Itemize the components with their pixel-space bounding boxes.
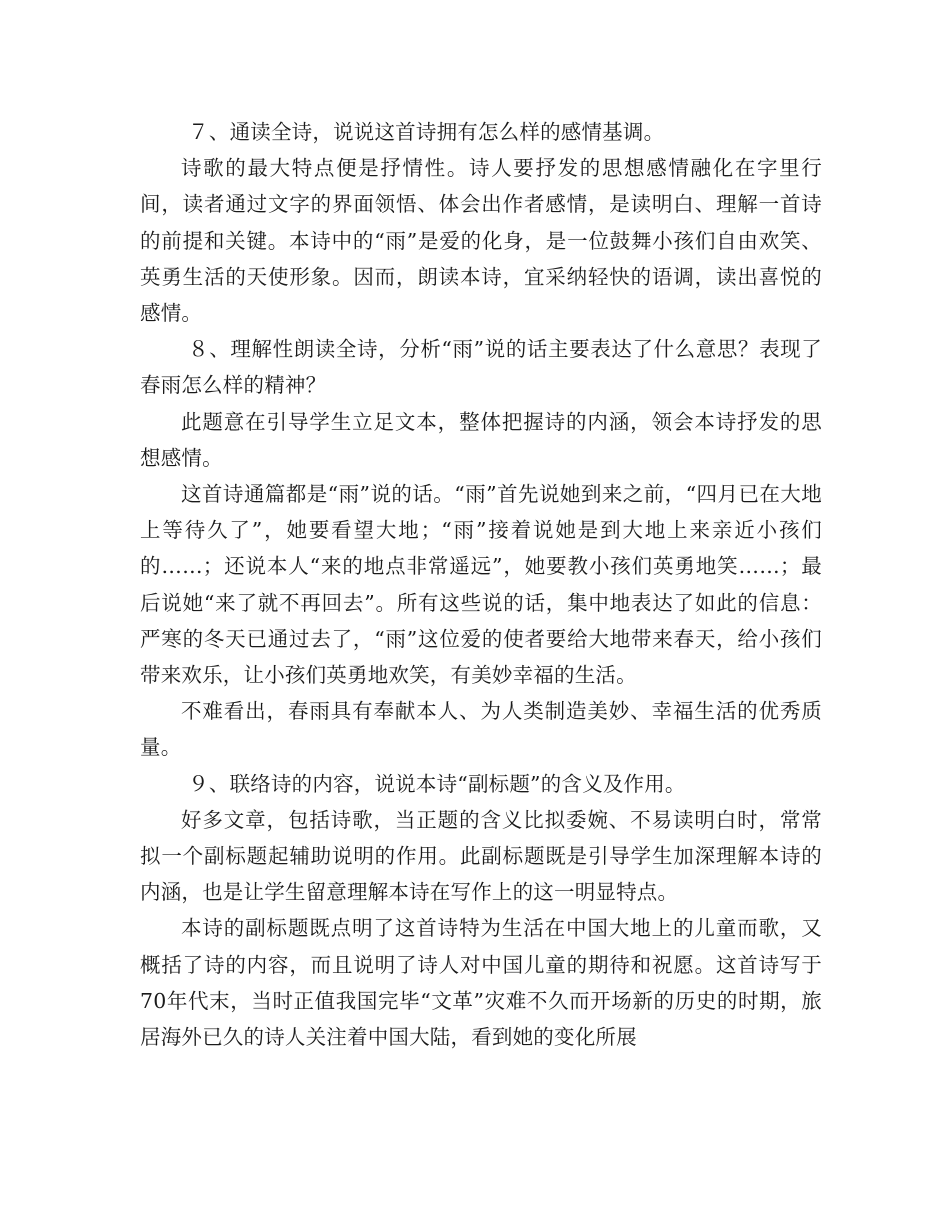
- question-7: ７、通读全诗，说说这首诗拥有怎么样的感情基调。: [188, 120, 665, 144]
- document-body: [140, 114, 822, 1055]
- answer-8-body: 这首诗通篇都是“雨”说的话。“雨”首先说她到来之前，“四月已在大地上等待久了”，她要看望大地；“雨”接着说她是到大地上来亲近小孩们的……；还说本人“来的地点非常遥远”，她要教小孩们英勇地笑……；最后说她“来了就不再回去”。所有这些说的话，集中地表达了如此的信息：严寒的冬天已通过去了，“雨”这位爱的使者要给大地带来春天，给小孩们带来欢乐，让小孩们英勇地欢笑，有美妙幸福的生活。: [140, 482, 822, 688]
- question-9: ９、联络诗的内容，说说本诗“副标题”的含义及作用。: [188, 771, 686, 796]
- answer-8-conclusion: 不难看出，春雨具有奉献本人、为人类制造美妙、幸福生活的优秀质量。: [140, 699, 822, 760]
- question-8: ８、理解性朗读全诗，分析“雨”说的话主要表达了什么意思？表现了春雨怎么样的精神？: [140, 337, 822, 398]
- answer-8-intro: 此题意在引导学生立足文本，整体把握诗的内涵，领会本诗抒发的思想感情。: [140, 409, 822, 470]
- answer-7: 诗歌的最大特点便是抒情性。诗人要抒发的思想感情融化在字里行间，读者通过文字的界面领悟、体会出作者感情，是读明白、理解一首诗的前提和关键。本诗中的“雨”是爱的化身，是一位鼓舞小孩们自由欢笑、英勇生活的天使形象。因而，朗读本诗，宜采纳轻快的语调，读出喜悦的感情。: [140, 156, 822, 326]
- answer-9-intro: 好多文章，包括诗歌，当正题的含义比拟委婉、不易读明白时，常常拟一个副标题起辅助说明的作用。此副标题既是引导学生加深理解本诗的内涵，也是让学生留意理解本诗在写作上的这一明显特点。: [140, 807, 822, 905]
- answer-9-body: 本诗的副标题既点明了这首诗特为生活在中国大地上的儿童而歌，又概括了诗的内容，而且说明了诗人对中国儿童的期待和祝愿。这首诗写于70年代末，当时正值我国完毕“文革”灾难不久而开场新的历史的时期，旅居海外已久的诗人关注着中国大陆，看到她的变化所展: [140, 916, 822, 1050]
